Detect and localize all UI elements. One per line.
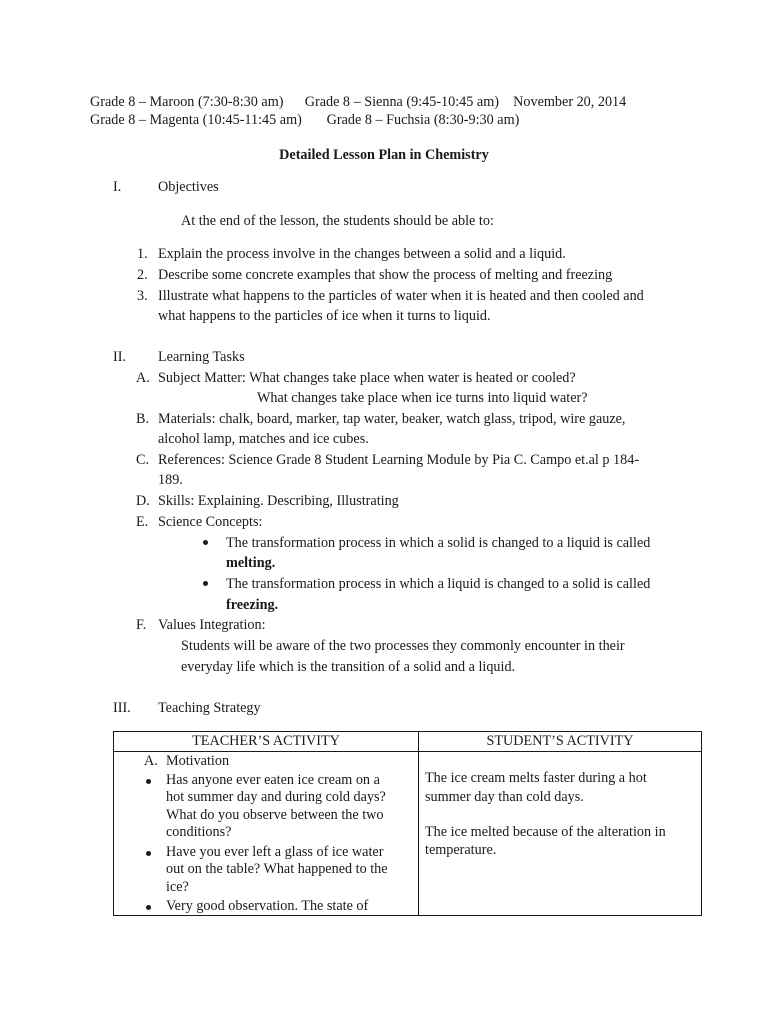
teacher-question-2-line-1: Have you ever left a glass of ice water: [166, 844, 384, 860]
task-letter-c: C.: [136, 452, 150, 468]
bullet-icon: [203, 540, 208, 545]
activity-table: [113, 731, 702, 916]
student-activity-cell: [419, 752, 702, 916]
bullet-icon: [146, 905, 151, 910]
teacher-question-2-line-2: out on the table? What happened to the: [166, 861, 388, 877]
teacher-question-1-line-1: Has anyone ever eaten ice cream on a: [166, 772, 380, 788]
objective-text-1: Explain the process involve in the changes between a solid and a liquid.: [158, 246, 566, 262]
objective-text-3-line-2: what happens to the particles of ice when it turns to liquid.: [158, 308, 491, 324]
task-letter-a: A.: [136, 370, 150, 386]
objectives-intro: At the end of the lesson, the students should be able to:: [181, 213, 494, 229]
bullet-icon: [146, 779, 151, 784]
section-numeral-i: I.: [113, 179, 122, 195]
table-row: [114, 752, 702, 916]
table-header-row: [114, 732, 702, 752]
objective-number-2: 2.: [137, 267, 148, 283]
skills-line: Skills: Explaining. Describing, Illustrating: [158, 493, 399, 509]
teacher-question-1-line-4: conditions?: [166, 824, 232, 840]
teaching-strategy-heading: Teaching Strategy: [158, 700, 261, 716]
motivation-heading: Motivation: [166, 753, 230, 769]
bullet-icon: [203, 581, 208, 586]
concept-freezing-term: freezing.: [226, 597, 279, 613]
objective-number-1: 1.: [137, 246, 148, 262]
student-answer-1-line-1: The ice cream melts faster during a hot: [425, 770, 647, 786]
subject-matter-line-2: What changes take place when ice turns into liquid water?: [257, 390, 588, 406]
values-integration-heading: Values Integration:: [158, 617, 266, 633]
learning-tasks-heading: Learning Tasks: [158, 349, 245, 365]
references-line-2: 189.: [158, 472, 183, 488]
teacher-question-1-line-3: What do you observe between the two: [166, 807, 384, 823]
motivation-letter: A.: [144, 753, 158, 769]
objective-text-3-line-1: Illustrate what happens to the particles of water when it is heated and then cooled and: [158, 288, 644, 304]
task-letter-e: E.: [136, 514, 149, 530]
bullet-icon: [146, 851, 151, 856]
concept-melting-term: melting.: [226, 555, 276, 571]
teacher-activity-cell: [114, 752, 419, 916]
objective-number-3: 3.: [137, 288, 148, 304]
concept-melting-text: The transformation process in which a solid is changed to a liquid is called: [226, 535, 651, 551]
section-numeral-ii: II.: [113, 349, 126, 365]
materials-line-1: Materials: chalk, board, marker, tap water, beaker, watch glass, tripod, wire gauze,: [158, 411, 626, 427]
task-letter-d: D.: [136, 493, 150, 509]
student-activity-header: STUDENT’S ACTIVITY: [419, 732, 702, 752]
materials-line-2: alcohol lamp, matches and ice cubes.: [158, 431, 369, 447]
section-numeral-iii: III.: [113, 700, 131, 716]
schedule-line-1: Grade 8 – Maroon (7:30-8:30 am) Grade 8 – Sienna (9:45-10:45 am) November 20, 2014: [90, 94, 627, 110]
student-answer-2-line-1: The ice melted because of the alteration in: [425, 824, 666, 840]
student-answer-2-line-2: temperature.: [425, 842, 497, 858]
teacher-question-1-line-2: hot summer day and during cold days?: [166, 789, 386, 805]
task-letter-f: F.: [136, 617, 147, 633]
science-concepts-heading: Science Concepts:: [158, 514, 263, 530]
concept-freezing-text: The transformation process in which a liquid is changed to a solid is called: [226, 576, 651, 592]
references-line-1: References: Science Grade 8 Student Learning Module by Pia C. Campo et.al p 184-: [158, 452, 640, 468]
teacher-question-2-line-3: ice?: [166, 879, 189, 895]
values-integration-line-2: everyday life which is the transition of a solid and a liquid.: [181, 659, 516, 675]
teacher-statement-3-line-1: Very good observation. The state of: [166, 898, 369, 914]
objective-text-2: Describe some concrete examples that show the process of melting and freezing: [158, 267, 613, 283]
subject-matter-line-1: Subject Matter: What changes take place when water is heated or cooled?: [158, 370, 576, 386]
document-title: Detailed Lesson Plan in Chemistry: [279, 147, 489, 163]
student-answer-1-line-2: summer day than cold days.: [425, 789, 584, 805]
values-integration-line-1: Students will be aware of the two processes they commonly encounter in their: [181, 638, 625, 654]
task-letter-b: B.: [136, 411, 150, 427]
schedule-line-2: Grade 8 – Magenta (10:45-11:45 am) Grade 8 – Fuchsia (8:30-9:30 am): [90, 112, 520, 128]
teacher-activity-header: TEACHER’S ACTIVITY: [114, 732, 419, 752]
objectives-heading: Objectives: [158, 179, 219, 195]
